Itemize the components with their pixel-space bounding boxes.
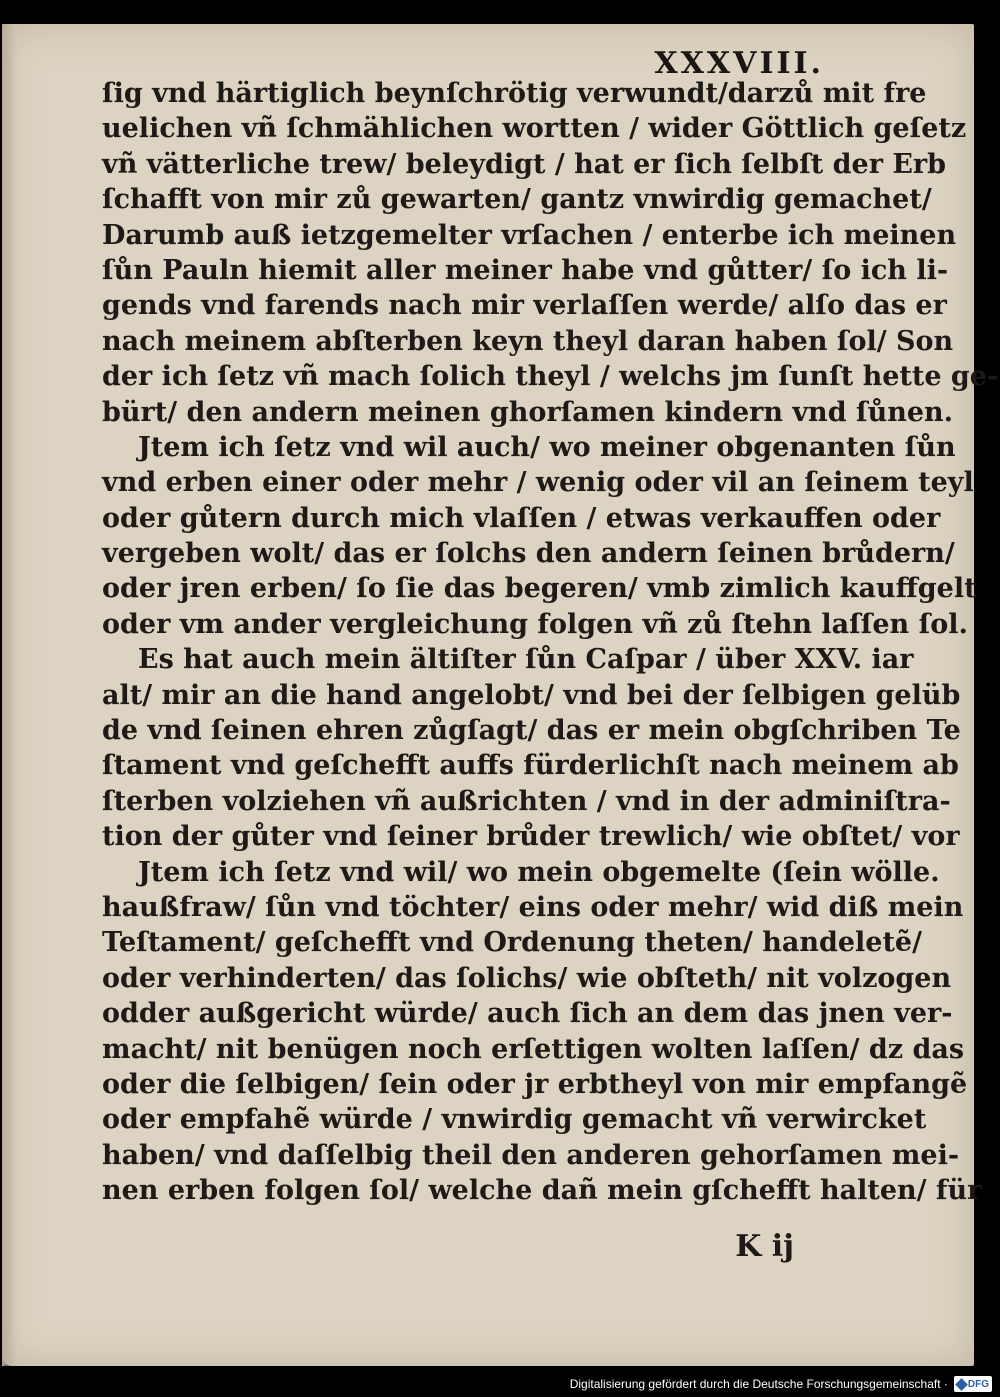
text-line: alt/ mir an die hand angelobt/ vnd bei der ſelbigen gelüb xyxy=(102,679,961,711)
dfg-logo-text: DFG xyxy=(967,1378,989,1390)
text-line: Darumb auß ietzgemelter vrſachen / enterbe ich meinen xyxy=(102,219,957,251)
text-line: Jtem ich ſetz vnd wil auch/ wo meiner obgenanten ſůn xyxy=(138,431,956,463)
text-line: oder jren erben/ ſo ſie das begeren/ vmb zimlich kauffgelt xyxy=(102,573,977,605)
text-line: vnd erben einer oder mehr / wenig oder vil an ſeinem teyl xyxy=(102,467,974,499)
text-line: de vnd ſeinen ehren zůgſagt/ das er mein obgſchriben Te xyxy=(102,715,961,747)
text-line: macht/ nit benügen noch erſettigen wolten laſſen/ dz das xyxy=(102,1033,965,1065)
text-line: nach meinem abſterben keyn theyl daran haben ſol/ Son xyxy=(102,325,954,357)
text-line: Es hat auch mein ältiſter ſůn Caſpar / über XXV. iar xyxy=(138,644,914,676)
book-page xyxy=(2,24,999,1366)
text-block xyxy=(102,76,999,1209)
text-line: vergeben wolt/ das er ſolchs den andern ſeinen brůdern/ xyxy=(102,538,955,570)
text-line: tion der gůter vnd ſeiner brůder trewlich/ wie obſtet/ vor xyxy=(102,821,960,853)
footer-credit-text: Digitalisierung gefördert durch die Deutsche Forschungsgemeinschaft · xyxy=(569,1377,948,1391)
signature-mark: K ij xyxy=(735,1229,794,1264)
page-gutter-shadow xyxy=(2,24,16,1366)
text-line: der ich ſetz vñ mach ſolich theyl / welchs jm ſunſt hette ge- xyxy=(102,361,999,393)
text-line: ſtament vnd geſchefft auffs fürderlichſt nach meinem ab xyxy=(102,750,959,782)
text-line: vñ vätterliche trew/ beleydigt / hat er ſich ſelbſt der Erb xyxy=(102,148,947,180)
text-line: ſůn Pauln hiemit aller meiner habe vnd gůtter/ ſo ich li- xyxy=(102,254,949,286)
text-line: oder verhinderten/ das ſolichs/ wie obſteth/ nit volzogen xyxy=(102,962,952,994)
dfg-logo-icon xyxy=(954,1376,992,1392)
text-line: Teſtament/ geſchefft vnd Ordenung theten/ handeletẽ/ xyxy=(102,927,922,959)
digitization-footer xyxy=(570,1373,992,1395)
text-line: nen erben folgen ſol/ welche dañ mein gſchefft halten/ für xyxy=(102,1175,982,1207)
folio-number: XXXVIII. xyxy=(654,46,824,81)
text-line: oder gůtern durch mich vlaſſen / etwas verkauffen oder xyxy=(102,502,941,534)
text-line: odder außgericht würde/ auch ſich an dem das jnen ver- xyxy=(102,998,953,1030)
text-line: ſterben volziehen vñ außrichten / vnd in der adminiſtra- xyxy=(102,785,951,817)
text-line: bürt/ den andern meinen ghorſamen kindern vnd ſůnen. xyxy=(102,396,954,428)
text-line: haußfraw/ ſůn vnd töchter/ eins oder mehr/ wid diß mein xyxy=(102,891,964,923)
text-line: uelichen vñ ſchmählichen wortten / wider Göttlich geſetz xyxy=(102,113,967,145)
dfg-diamond-icon xyxy=(955,1378,968,1391)
text-line: oder empfahẽ würde / vnwirdig gemacht vñ verwircket xyxy=(102,1104,927,1136)
text-line: haben/ vnd daſſelbig theil den anderen gehorſamen mei- xyxy=(102,1139,960,1171)
text-line: oder vm ander vergleichung folgen vñ zů ſtehn laſſen ſol. xyxy=(102,608,968,640)
text-line: Jtem ich ſetz vnd wil/ wo mein obgemelte (ſein wölle. xyxy=(138,856,940,888)
text-line: ſig vnd härtiglich beynſchrötig verwundt/darzů mit fre xyxy=(102,78,927,109)
text-line: oder die ſelbigen/ ſein oder jr erbtheyl von mir empfangẽ xyxy=(102,1068,968,1100)
text-line: ſchafft von mir zů gewarten/ gantz vnwirdig gemachet/ xyxy=(102,184,932,216)
text-line: gends vnd farends nach mir verlaſſen werde/ alſo das er xyxy=(102,290,947,322)
